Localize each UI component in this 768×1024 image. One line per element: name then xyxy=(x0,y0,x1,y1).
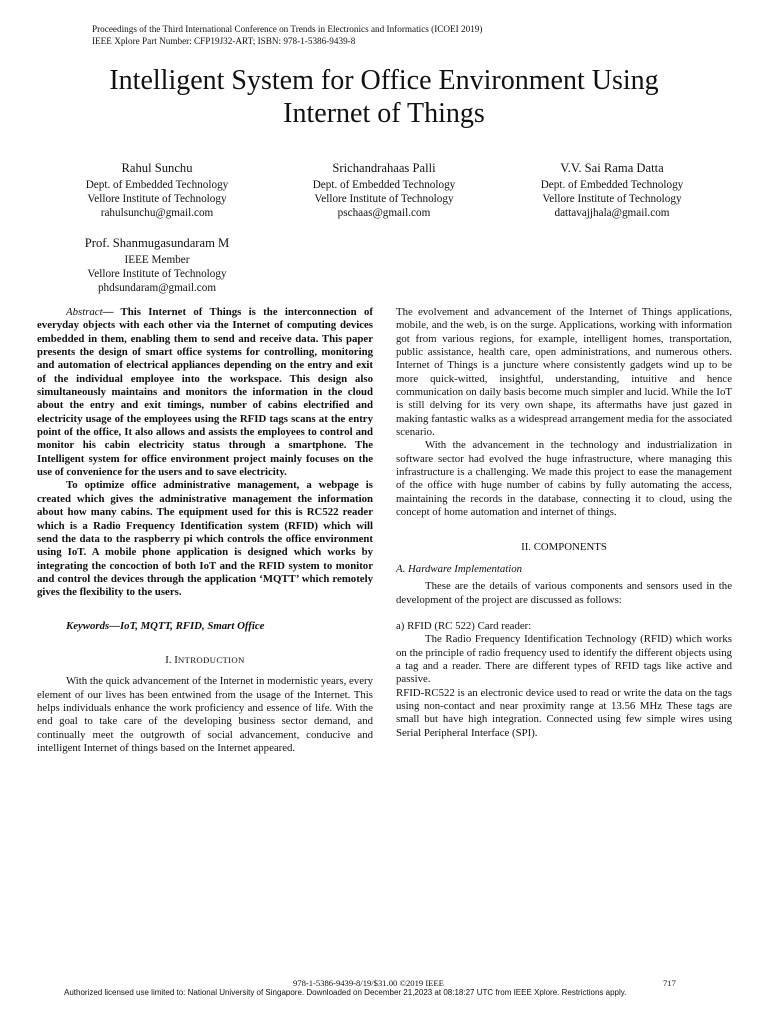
subsection-heading-hardware: A. Hardware Implementation xyxy=(396,562,523,575)
rfid-paragraph-1: The Radio Frequency Identification Technology (RFID) which works on the principle of radio frequency used to identify the different objects using a tag and a reader. There are different types of RFID tags like active and passive. xyxy=(396,633,732,686)
author-email: dattavajjhala@gmail.com xyxy=(554,207,670,219)
author-block-3 xyxy=(507,160,717,220)
section-heading-components xyxy=(396,541,732,554)
rfid-paragraph-2: RFID-RC522 is an electronic device used to read or write the data on the tags using non-contact and near proximity range at 13.56 MHz These tags are small but have high integration. Connected using few simple wires using Serial Peripheral Interface (SPI). xyxy=(396,686,732,739)
author-name: Srichandrahaas Palli xyxy=(332,161,436,175)
author-institution: Vellore Institute of Technology xyxy=(87,193,227,205)
section-heading-text: COMPONENTS xyxy=(533,540,607,553)
page-number: 717 xyxy=(663,978,676,988)
paper-title-line2: Internet of Things xyxy=(283,98,485,129)
section-heading-introduction xyxy=(37,654,373,667)
paper-title xyxy=(40,64,728,130)
body-paragraph-1: The evolvement and advancement of the Internet of Things applications, mobile, and the web, is on the surge. Applications, working with information got from various regions, for example, intelligent homes, transportation, public assistance, health care, open administrations, and numerous others. Internet of Things is a juncture where consistently gadgets wind up to be more quick-witted, insightful, understanding, intuitive and hence communication on daily basis become much simpler and lucid. While the IoT is still delving for its very own shape, its aftermaths have just gazed in making fantastic walks as a widespread arrangement media for the associated scenario. xyxy=(396,306,732,439)
author-affiliation: Dept. of Embedded Technology xyxy=(540,179,684,191)
section-number: I. xyxy=(165,653,172,666)
conference-header xyxy=(92,24,482,47)
author-email: rahulsunchu@gmail.com xyxy=(100,207,214,219)
right-column xyxy=(396,306,732,740)
conference-header-line1: Proceedings of the Third International Conference on Trends in Electronics and Informatics (ICOEI 2019) xyxy=(92,24,483,34)
abstract-paragraph-2: To optimize office administrative management, a webpage is created which gives the administrative management the information about how many cabins. The equipment used for this is RC522 reader which is a Radio Frequency Identification system (RFID) which will send the data to the raspberry pi which controls the office environment using IoT. A mobile phone application is designed which works by integrating the concoction of both IoT and the RFID system to monitor and control the devices through the application ‘MQTT’ which remotely gives the flexibility to the users. xyxy=(37,479,373,599)
author-affiliation: Dept. of Embedded Technology xyxy=(85,179,229,191)
body-paragraph-2: With the advancement in the technology and industrialization in software sector had evolved the huge infrastructure, where managing this infrastructure is a challenging. We made this project to ease the management of the office with huge number of cabins by fully automating the access, maintaining the records in the database, connecting it to cloud, using the concept of home automation and internet of things. xyxy=(396,439,732,519)
section-heading-rest: NTRODUCTION xyxy=(177,654,245,665)
author-email: pschaas@gmail.com xyxy=(337,207,431,219)
author-block-2 xyxy=(279,160,489,220)
author-institution: Vellore Institute of Technology xyxy=(314,193,454,205)
author-name: Rahul Sunchu xyxy=(121,161,193,175)
author-name: Prof. Shanmugasundaram M xyxy=(84,236,230,250)
introduction-paragraph: With the quick advancement of the Internet in modernistic years, every element of our lives has been entwined from the usage of the Internet. This helps individuals enhance the work proficiency and essence of life. With the end goal to take care of the developing business sector demand, and continually meet the outgrowth of social advancement, conducive and intelligent Internet of things based on the Internet appeared. xyxy=(37,675,373,754)
abstract-dash: — xyxy=(102,306,121,318)
conference-header-line2: IEEE Xplore Part Number: CFP19J32-ART; ISBN: 978-1-5386-9439-8 xyxy=(92,35,356,46)
item-heading-rfid: a) RFID (RC 522) Card reader: xyxy=(396,619,532,632)
author-block-4 xyxy=(52,235,262,295)
abstract-paragraph-1 xyxy=(37,306,373,479)
author-institution: Vellore Institute of Technology xyxy=(87,268,227,280)
author-email: phdsundaram@gmail.com xyxy=(97,282,217,294)
abstract-label: Abstract xyxy=(66,306,103,318)
author-affiliation: Dept. of Embedded Technology xyxy=(312,179,456,191)
author-institution: Vellore Institute of Technology xyxy=(542,193,682,205)
abstract-text-1: This Internet of Things is the interconnection of everyday objects with each other via the Internet of computing devices embedded in them, enabling them to send and receive data. This paper presents the design of smart office systems for controlling, monitoring and automation of electrical appliances depending on the entry and exit of the individual employee into the workspace. This design also simultaneously maintains and monitors the information in the cloud about the entry and exit timings, number of cabins electrified and electricity usage of the employees using the RFID tags scans at the entry point of the office, It also allows and assists the employees to control and monitor his cabin electricity status through a smartphone. The Intelligent system for office environment project mainly focuses on the use of convenience for the users and to save electricity. xyxy=(37,306,373,479)
section-number: II. xyxy=(521,540,531,553)
author-name: V.V. Sai Rama Datta xyxy=(560,161,664,175)
footer-isbn: 978-1-5386-9439-8/19/$31.00 ©2019 IEEE xyxy=(293,978,444,988)
left-column xyxy=(37,306,373,755)
author-block-1 xyxy=(52,160,262,220)
paper-title-line1: Intelligent System for Office Environment Using xyxy=(109,65,659,96)
license-notice: Authorized licensed use limited to: National University of Singapore. Downloaded on December 21,2023 at 08:18:27 UTC from IEEE Xplore. Restrictions apply. xyxy=(64,988,627,997)
components-intro-paragraph: These are the details of various components and sensors used in the development of the project are discussed as follows: xyxy=(396,580,732,606)
section-heading-initial: I xyxy=(174,653,178,666)
keywords: Keywords—IoT, MQTT, RFID, Smart Office xyxy=(66,619,265,632)
author-affiliation: IEEE Member xyxy=(124,254,190,266)
